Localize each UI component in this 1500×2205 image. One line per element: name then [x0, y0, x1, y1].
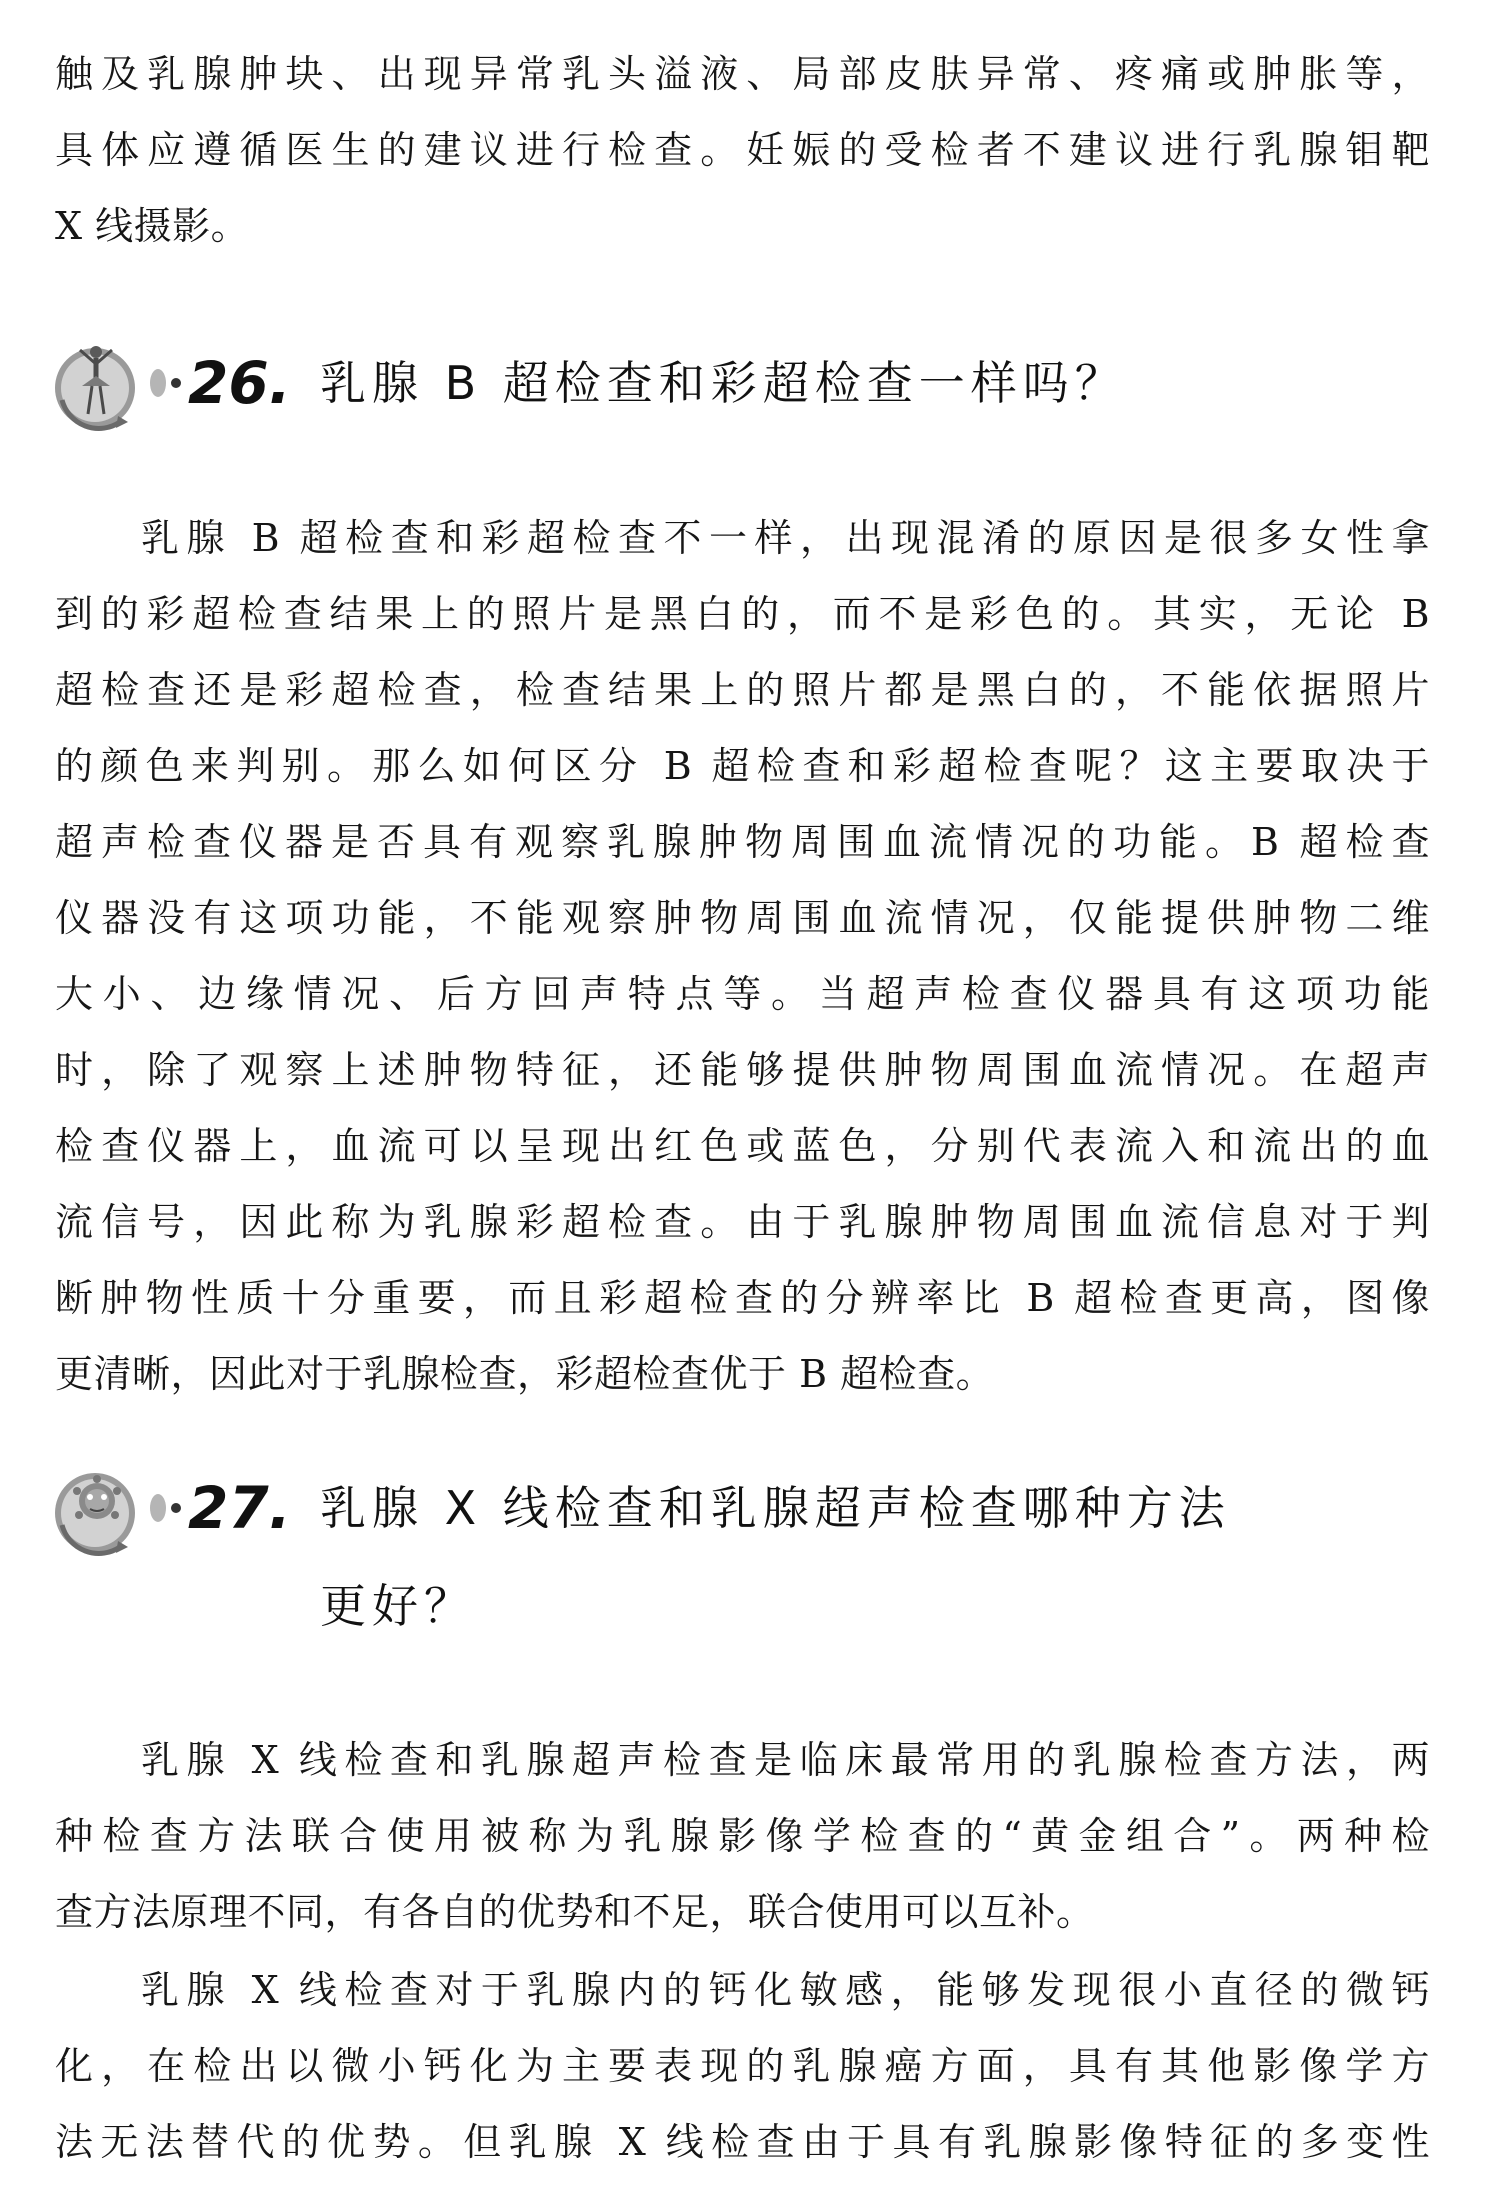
- section-title: 乳腺 X 线检查和乳腺超声检查哪种方法: [320, 1481, 1231, 1535]
- text-line: 的颜色来判别。那么如何区分 B 超检查和彩超检查呢？这主要取决于: [55, 744, 1430, 788]
- text-line: 检查仪器上，血流可以呈现出红色或蓝色，分别代表流入和流出的血: [55, 1124, 1430, 1168]
- text-line: 乳腺 B 超检查和彩超检查不一样，出现混淆的原因是很多女性拿: [141, 516, 1430, 560]
- text-line: 超声检查仪器是否具有观察乳腺肿物周围血流情况的功能。B 超检查: [55, 820, 1430, 864]
- section-number: 26.: [188, 349, 291, 417]
- text-line: 超检查还是彩超检查，检查结果上的照片都是黑白的，不能依据照片: [55, 668, 1430, 712]
- text-line: 断肿物性质十分重要，而且彩超检查的分辨率比 B 超检查更高，图像: [55, 1276, 1430, 1320]
- text-line: 仪器没有这项功能，不能观察肿物周围血流情况，仅能提供肿物二维: [55, 896, 1430, 940]
- section-number: 27.: [188, 1474, 291, 1542]
- text-line: 种检查方法联合使用被称为乳腺影像学检查的“黄金组合”。两种检: [55, 1814, 1430, 1858]
- text-line: 化，在检出以微小钙化为主要表现的乳腺癌方面，具有其他影像学方: [55, 2044, 1430, 2088]
- section-27-heading: [50, 1455, 1440, 1695]
- text-line: 乳腺 X 线检查和乳腺超声检查是临床最常用的乳腺检查方法，两: [141, 1738, 1430, 1782]
- section-27-paragraph-1: [55, 1722, 1430, 1950]
- text-line: 乳腺 X 线检查对于乳腺内的钙化敏感，能够发现很小直径的微钙: [141, 1968, 1430, 2012]
- text-line: 更清晰，因此对于乳腺检查，彩超检查优于 B 超检查。: [55, 1352, 995, 1396]
- section-27-paragraph-2: [55, 1952, 1430, 2180]
- text-line: 流信号，因此称为乳腺彩超检查。由于乳腺肿物周围血流信息对于判: [55, 1200, 1430, 1244]
- ballerina-badge-icon: [50, 330, 140, 440]
- text-line: 到的彩超检查结果上的照片是黑白的，而不是彩色的。其实，无论 B: [55, 592, 1430, 636]
- section-title: 乳腺 B 超检查和彩超检查一样吗？: [320, 356, 1127, 410]
- section-26-heading: [50, 330, 1440, 440]
- text-line: 大小、边缘情况、后方回声特点等。当超声检查仪器具有这项功能: [55, 972, 1430, 1016]
- text-line: X 线摄影。: [55, 204, 250, 248]
- virus-badge-icon: [50, 1455, 140, 1565]
- text-line: 法无法替代的优势。但乳腺 X 线检查由于具有乳腺影像特征的多变性: [55, 2120, 1430, 2164]
- text-line: 具体应遵循医生的建议进行检查。妊娠的受检者不建议进行乳腺钼靶: [55, 128, 1430, 172]
- intro-paragraph: [55, 36, 1430, 264]
- text-line: 时，除了观察上述肿物特征，还能够提供肿物周围血流情况。在超声: [55, 1048, 1430, 1092]
- section-26-paragraph: [55, 500, 1430, 1412]
- text-line: 查方法原理不同，有各自的优势和不足，联合使用可以互补。: [55, 1890, 1095, 1934]
- section-title-continued: 更好？: [320, 1579, 476, 1633]
- text-line: 触及乳腺肿块、出现异常乳头溢液、局部皮肤异常、疼痛或肿胀等，: [55, 52, 1430, 96]
